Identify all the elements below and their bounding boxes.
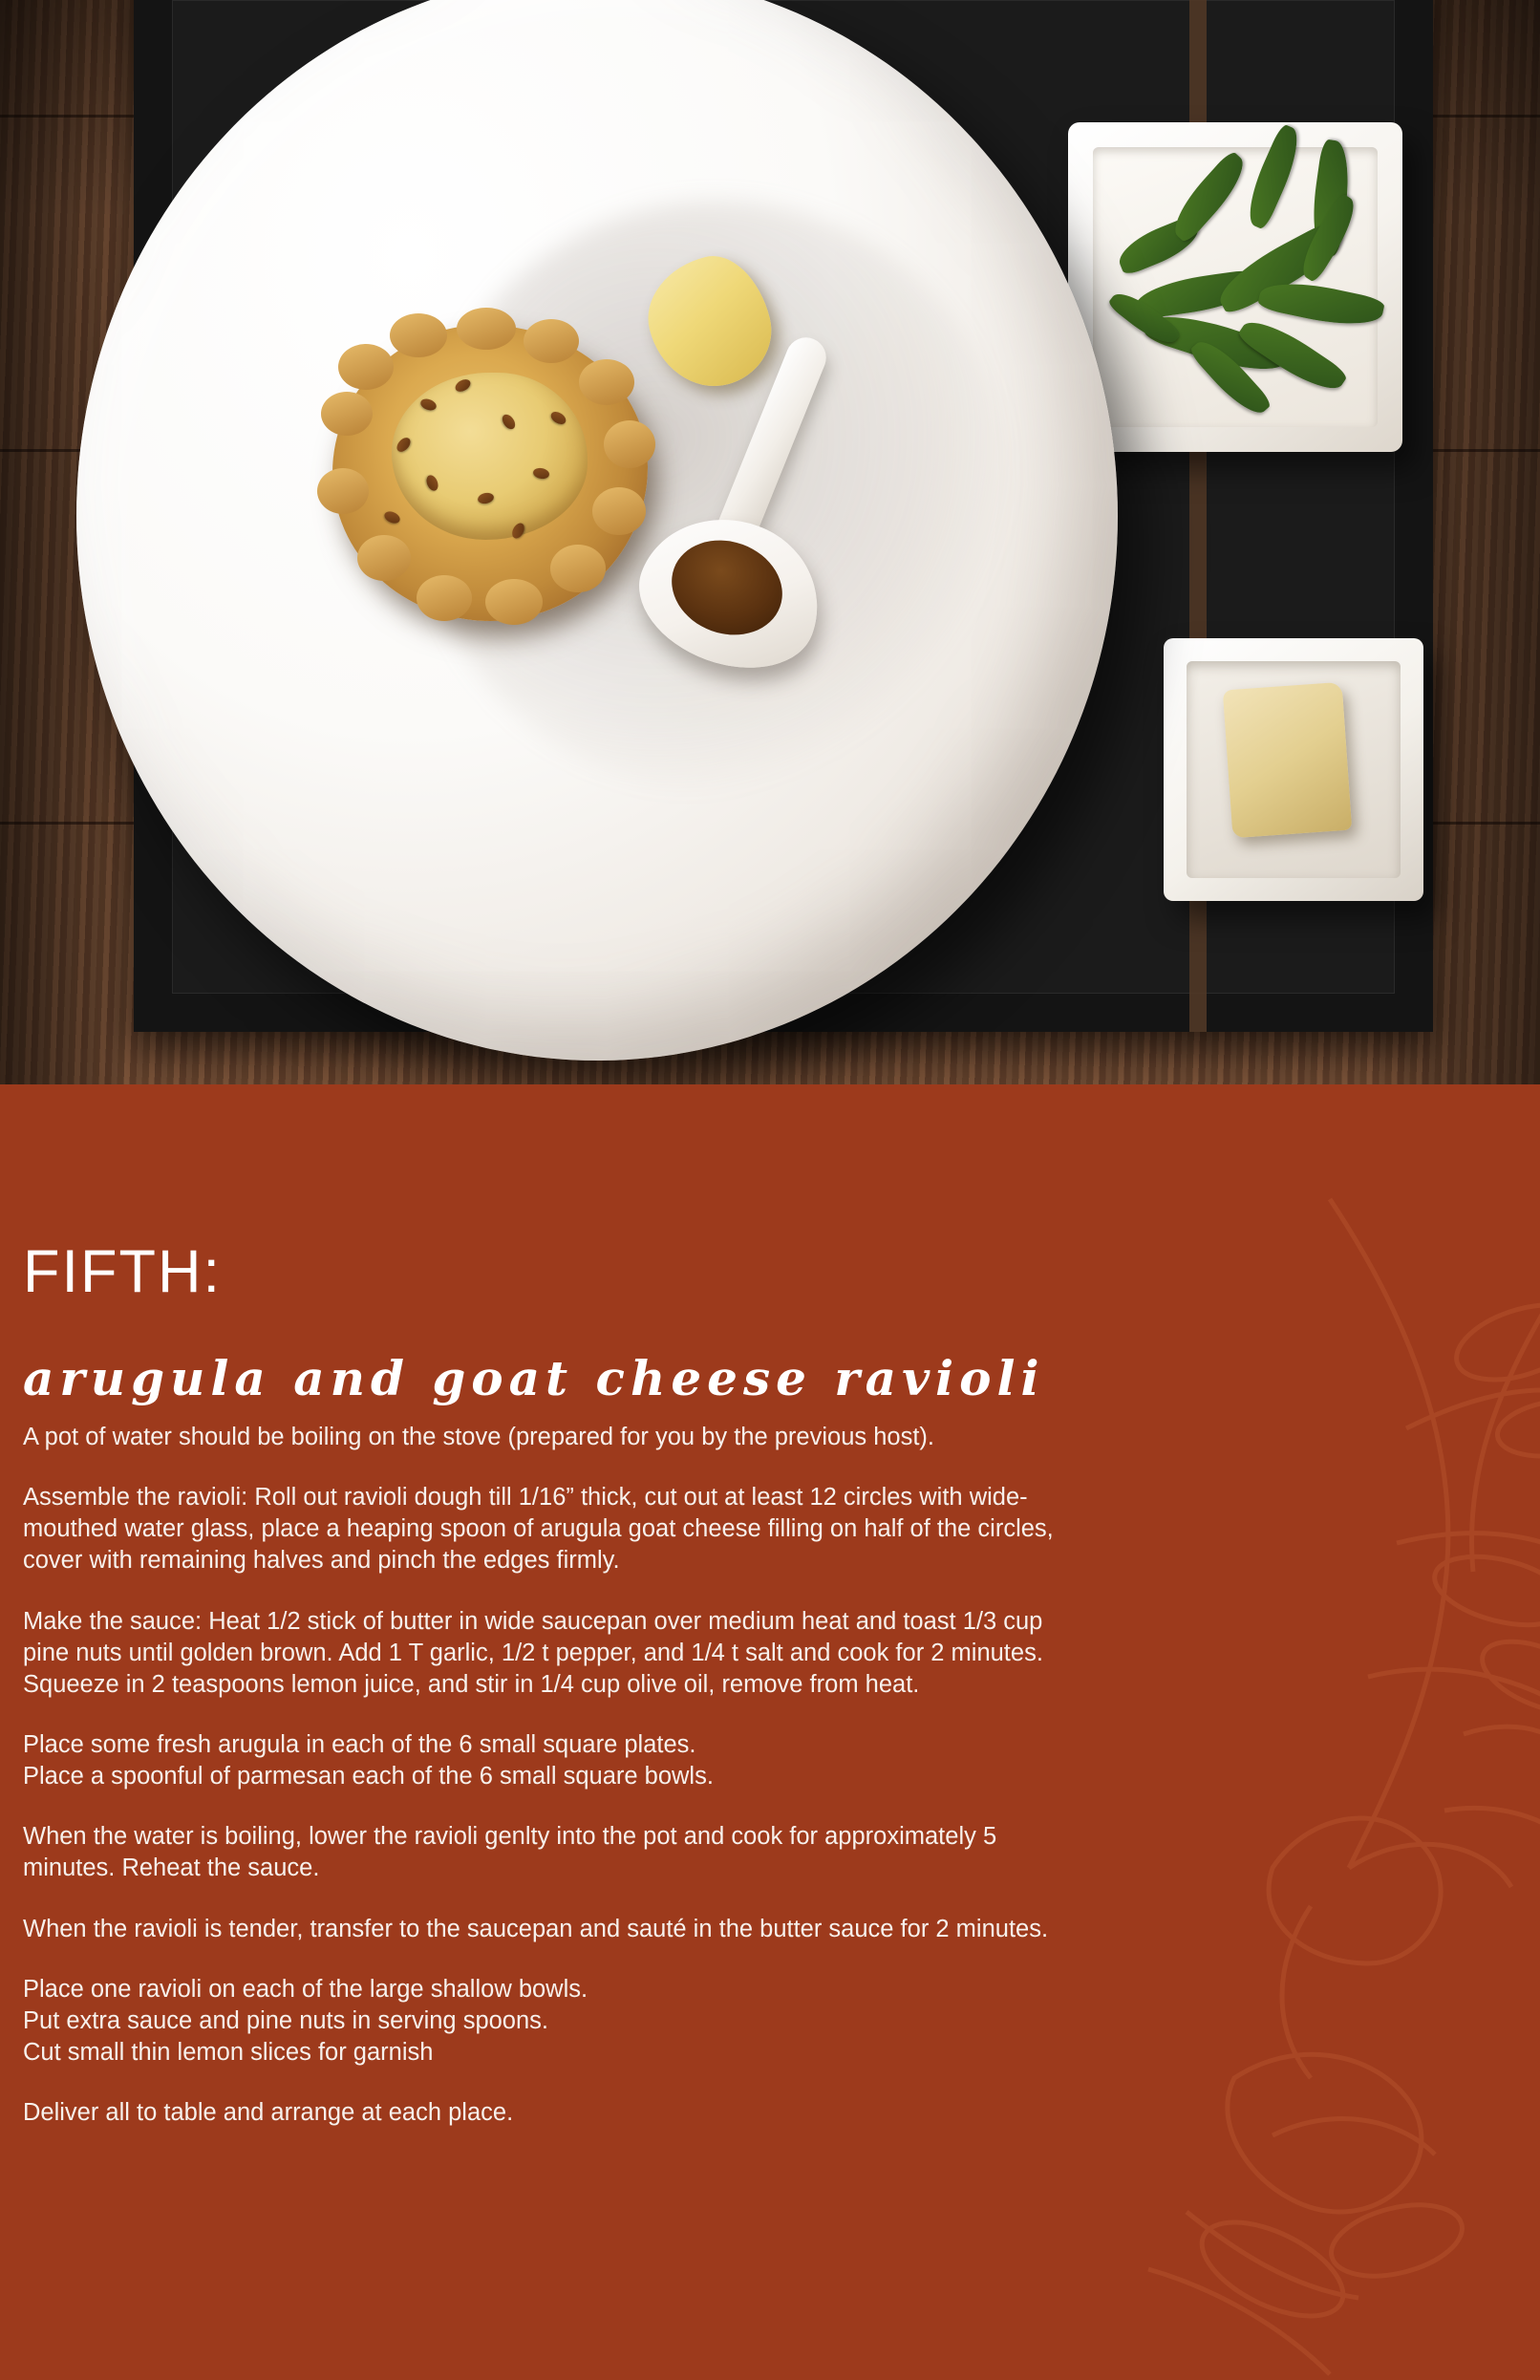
step-line: Put extra sauce and pine nuts in serving spoons. <box>23 2006 549 2034</box>
step-line: minutes. Reheat the sauce. <box>23 1855 320 1882</box>
step-line: When the water is boiling, lower the ravioli genlty into the pot and cook for approximately 5 <box>23 1823 997 1851</box>
melted-goat-cheese <box>392 373 588 540</box>
recipe-step <box>23 1422 1380 1453</box>
step-line: Make the sauce: Heat 1/2 stick of butter in wide saucepan over medium heat and toast 1/3 cup <box>23 1607 1043 1635</box>
course-label: FIFTH: <box>23 1238 222 1305</box>
step-line: mouthed water glass, place a heaping spoon of arugula goat cheese filling on half of the circles, <box>23 1515 1054 1543</box>
recipe-step <box>23 1974 1380 2069</box>
step-line: Squeeze in 2 teaspoons lemon juice, and stir in 1/4 cup olive oil, remove from heat. <box>23 1670 920 1698</box>
step-line: Assemble the ravioli: Roll out ravioli dough till 1/16” thick, cut out at least 12 circles with wide- <box>23 1484 1028 1512</box>
recipe-step <box>23 1606 1380 1701</box>
step-line: Place one ravioli on each of the large shallow bowls. <box>23 1975 588 2003</box>
recipe-step <box>23 1482 1380 1576</box>
step-line: Place some fresh arugula in each of the 6 small square plates. <box>23 1730 696 1758</box>
recipe-step <box>23 1729 1380 1792</box>
step-line: cover with remaining halves and pinch the edges firmly. <box>23 1547 620 1575</box>
spoon-with-sauce <box>631 339 822 721</box>
recipe-text-panel <box>0 1084 1540 2380</box>
step-line: When the ravioli is tender, transfer to the saucepan and sauté in the butter sauce for 2 minutes. <box>23 1915 1049 1942</box>
step-line: Place a spoonful of parmesan each of the 6 small square bowls. <box>23 1763 714 1790</box>
step-line: Deliver all to table and arrange at each place. <box>23 2099 514 2127</box>
dish-photo <box>0 0 1540 1084</box>
parmesan-wedge <box>1223 682 1353 838</box>
step-line: Cut small thin lemon slices for garnish <box>23 2038 434 2066</box>
recipe-step <box>23 1914 1380 1945</box>
ravioli <box>332 325 648 621</box>
step-line: A pot of water should be boiling on the stove (prepared for you by the previous host). <box>23 1424 934 1450</box>
arugula-leaves <box>1078 124 1422 459</box>
large-round-plate <box>76 0 1118 1061</box>
recipe-title: arugula and goat cheese ravioli <box>23 1350 1045 1406</box>
recipe-step <box>23 2097 1380 2129</box>
step-line: pine nuts until golden brown. Add 1 T garlic, 1/2 t pepper, and 1/4 t salt and cook for 2 minutes. <box>23 1639 1043 1666</box>
recipe-step <box>23 1821 1380 1884</box>
pine-nut <box>382 509 401 525</box>
